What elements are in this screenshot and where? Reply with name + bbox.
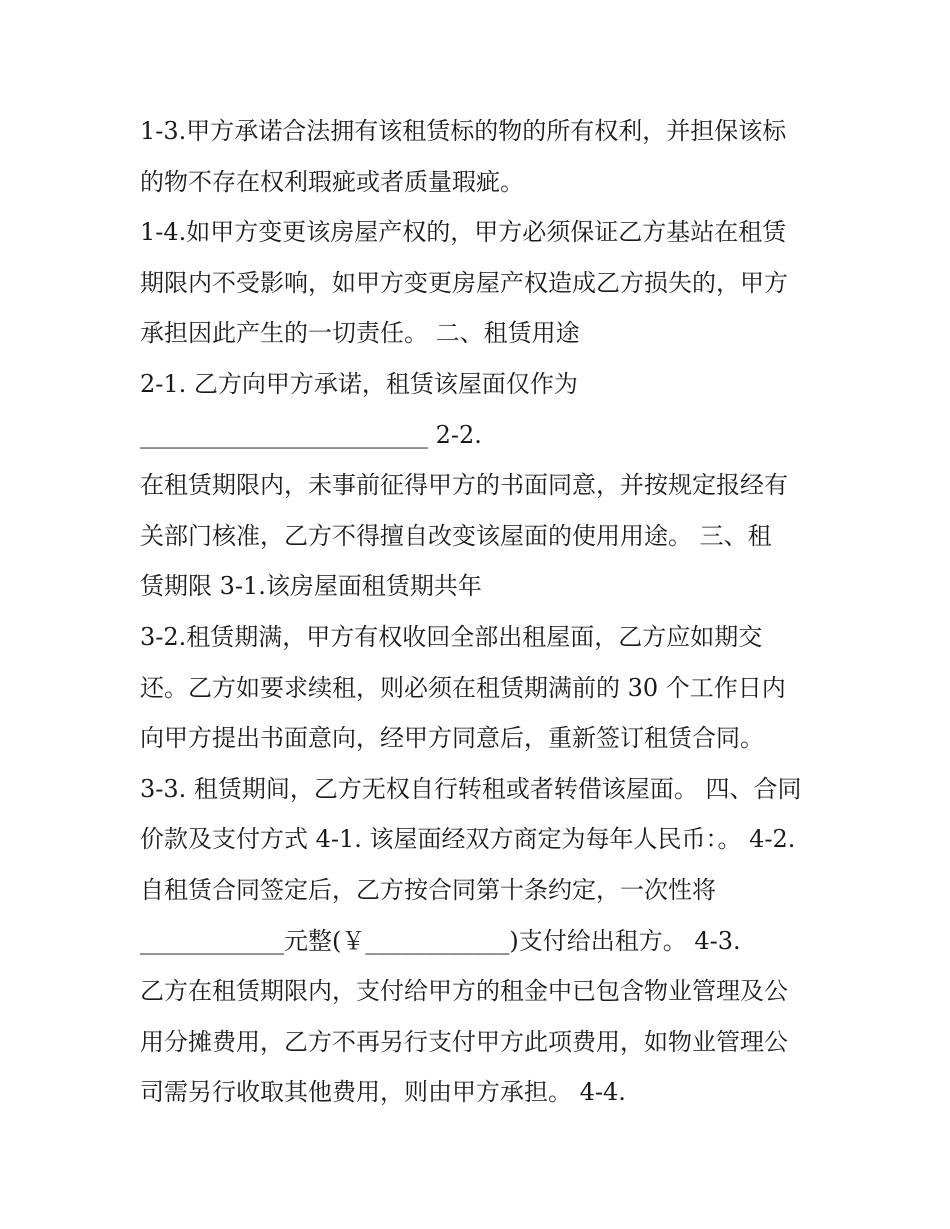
text-line: 的物不存在权利瑕疵或者质量瑕疵。 (140, 167, 524, 196)
text-line: 自租赁合同签定后，乙方按合同第十条约定，一次性将 (140, 875, 716, 904)
text-line: 关部门核准，乙方不得擅自改变该屋面的使用用途。 三、租 (140, 521, 772, 550)
text-line: 2-1. 乙方向甲方承诺，租赁该屋面仅作为 (140, 369, 578, 398)
document-body (140, 106, 830, 1118)
text-line: 还。乙方如要求续租，则必须在租赁期满前的 30 个工作日内 (140, 673, 786, 702)
text-line: 价款及支付方式 4-1. 该屋面经双方商定为每年人民币：。 4-2. (140, 825, 796, 854)
text-line: 承担因此产生的一切责任。 二、租赁用途 (140, 319, 580, 348)
text-line: 司需另行收取其他费用，则由甲方承担。 4-4. (140, 1078, 626, 1107)
text-line: ________________________ 2-2. (140, 420, 482, 449)
text-line: 用分摊费用，乙方不再另行支付甲方此项费用，如物业管理公 (140, 1027, 788, 1056)
text-line: 期限内不受影响，如甲方变更房屋产权造成乙方损失的，甲方 (140, 268, 788, 297)
text-line: 在租赁期限内，未事前征得甲方的书面同意，并按规定报经有 (140, 471, 788, 500)
text-line: 3-3. 租赁期间，乙方无权自行转租或者转借该屋面。 四、合同 (140, 774, 802, 803)
text-line: ____________元整(￥____________)支付给出租方。 4-3. (140, 926, 741, 955)
text-line: 1-3.甲方承诺合法拥有该租赁标的物的所有权利，并担保该标 (140, 117, 787, 145)
text-line: 乙方在租赁期限内，支付给甲方的租金中已包含物业管理及公 (140, 977, 788, 1006)
text-line: 向甲方提出书面意向，经甲方同意后，重新签订租赁合同。 (140, 724, 764, 753)
text-line: 3-2.租赁期满，甲方有权收回全部出租屋面，乙方应如期交 (140, 622, 763, 651)
text-line: 1-4.如甲方变更该房屋产权的，甲方必须保证乙方基站在租赁 (140, 218, 787, 247)
text-line: 赁期限 3-1.该房屋面租赁期共年 (140, 572, 482, 601)
